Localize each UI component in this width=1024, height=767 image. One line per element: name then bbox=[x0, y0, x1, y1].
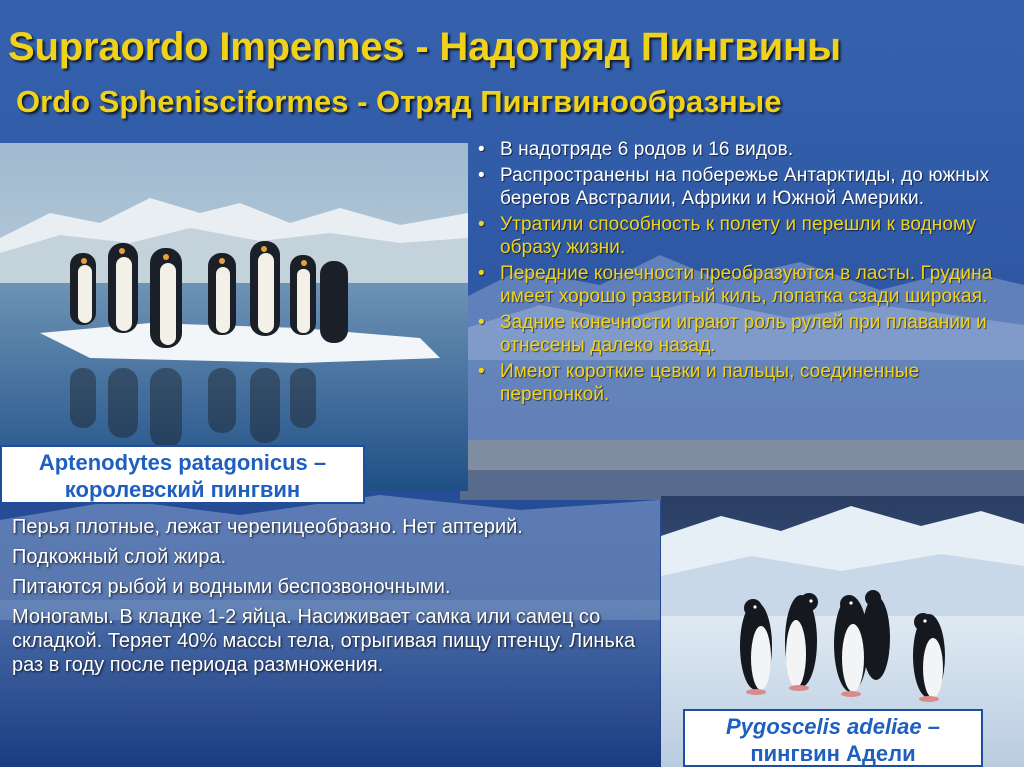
king-penguin-photo bbox=[0, 143, 468, 491]
body-paragraph-diet: Питаются рыбой и водными беспозвоночными. bbox=[12, 576, 451, 598]
body-paragraph-feathers: Перья плотные, лежат черепицеобразно. Нет аптерий. bbox=[12, 516, 523, 538]
adelie-penguin-caption bbox=[683, 709, 983, 767]
fact-distribution: • Распространены на побережье Антарктиды, до южных берегов Австралии, Африки и Южной Америки. bbox=[476, 164, 1021, 210]
facts-list bbox=[476, 138, 1021, 409]
slide-subtitle: Ordo Sphenisciformes - Отряд Пингвинообразные bbox=[16, 84, 782, 119]
body-text bbox=[12, 515, 652, 683]
body-paragraph-fat: Подкожный слой жира. bbox=[12, 546, 227, 568]
fact-flightless: • Утратили способность к полету и перешли к водному образу жизни. bbox=[476, 213, 1021, 259]
fact-hindlimbs: • Задние конечности играют роль рулей при плавании и отнесены далеко назад. bbox=[476, 311, 1021, 357]
body-paragraph-breeding: Моногамы. В кладке 1-2 яйца. Насиживает самка или самец со складкой. Теряет 40% массы тела, отрыгивая пищу птенцу. Линька раз в году после периода размножения. bbox=[12, 606, 636, 676]
king-penguin-latin-name: Aptenodytes patagonicus – bbox=[38, 450, 327, 475]
fact-feet: • Имеют короткие цевки и пальцы, соединенные перепонкой. bbox=[476, 360, 1021, 406]
fact-forelimbs: • Передние конечности преобразуются в ласты. Грудина имеет хорошо развитый киль, лопатка сзади широкая. bbox=[476, 262, 1021, 308]
slide-title: Supraordo Impennes - Надотряд Пингвины bbox=[8, 25, 841, 69]
king-penguin-russian-name: королевский пингвин bbox=[64, 477, 301, 502]
king-penguin-caption bbox=[0, 445, 365, 504]
adelie-penguin-russian-name: пингвин Адели bbox=[750, 741, 916, 766]
fact-genera-count: • В надотряде 6 родов и 16 видов. bbox=[476, 138, 1021, 161]
adelie-penguin-latin-name: Pygoscelis adeliae – bbox=[725, 714, 941, 739]
